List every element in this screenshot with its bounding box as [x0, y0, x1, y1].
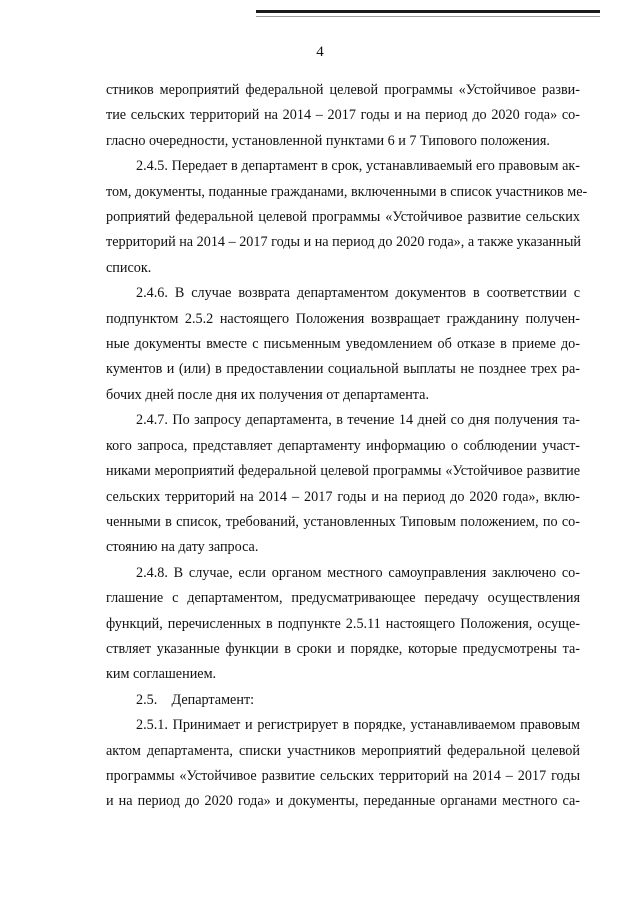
text-line: 2.5. Департамент: — [136, 691, 255, 708]
text-line: подпунктом 2.5.2 настоящего Положения возвращает гражданину получен- — [106, 310, 580, 327]
text-line: функций, перечисленных в подпункте 2.5.11 настоящего Положения, осуще- — [106, 615, 580, 632]
text-line: 2.4.8. В случае, если органом местного самоуправления заключено со- — [136, 564, 580, 581]
text-line: гласно очередности, установленной пунктами 6 и 7 Типового положения. — [106, 132, 550, 149]
text-line: бочих дней после дня их получения от департамента. — [106, 386, 430, 403]
header-rule-thin — [256, 16, 600, 17]
text-line: ствляет указанные функции в сроки и порядке, которые предусмотрены та- — [106, 640, 580, 657]
text-line: стоянию на дату запроса. — [106, 539, 259, 556]
text-line: 2.5.1. Принимает и регистрирует в порядке, устанавливаемом правовым — [136, 717, 580, 734]
paragraph-2-4-7 — [106, 408, 580, 560]
paragraph-2-4-5 — [106, 154, 588, 281]
text-line: тие сельских территорий на 2014 – 2017 годы и на период до 2020 года» со- — [106, 107, 580, 124]
text-line: глашение с департаментом, предусматривающее передачу осуществления — [106, 590, 580, 607]
header-rule — [256, 10, 600, 13]
text-line: территорий на 2014 – 2017 годы и на период до 2020 года», а также указанный — [106, 234, 581, 251]
paragraph-continuation — [106, 78, 580, 154]
text-line: 2.4.7. По запросу департамента, в течение 14 дней со дня получения та- — [136, 412, 580, 429]
text-line: ченными в список, требований, установленных Типовым положением, по со- — [106, 513, 580, 530]
page-number: 4 — [316, 44, 324, 60]
text-line: 2.4.6. В случае возврата департаментом документов в соответствии с — [136, 285, 580, 302]
paragraph-2-4-6 — [106, 281, 580, 408]
text-line: программы «Устойчивое развитие сельских территорий на 2014 – 2017 годы — [106, 767, 580, 784]
section-heading-2-5 — [106, 688, 580, 713]
text-line: список. — [106, 259, 152, 276]
text-line: стников мероприятий федеральной целевой программы «Устойчивое разви- — [106, 82, 580, 98]
text-line: кументов и (или) в предоставлении социальной выплаты не позднее трех ра- — [106, 361, 580, 378]
text-line: сельских территорий на 2014 – 2017 годы и на период до 2020 года», вклю- — [106, 488, 580, 505]
paragraph-2-5-1 — [106, 713, 580, 815]
text-line: ные документы вместе с письменным уведомлением об отказе в приеме до- — [106, 336, 580, 353]
text-line: 2.4.5. Передает в департамент в срок, устанавливаемый его правовым ак- — [136, 158, 580, 175]
text-line: и на период до 2020 года» и документы, переданные органами местного са- — [106, 793, 580, 810]
text-line: ким соглашением. — [106, 666, 217, 683]
text-line: актом департамента, списки участников мероприятий федеральной целевой — [106, 742, 580, 759]
text-line: кого запроса, представляет департаменту информацию о соблюдении участ- — [106, 437, 580, 454]
text-line: том, документы, поданные гражданами, включенными в список участников ме- — [106, 183, 588, 200]
paragraph-2-4-8 — [106, 561, 580, 688]
text-line: никами мероприятий федеральной целевой программы «Устойчивое развитие — [106, 463, 580, 480]
text-line: роприятий федеральной целевой программы «Устойчивое развитие сельских — [106, 209, 580, 226]
document-body — [106, 78, 588, 815]
